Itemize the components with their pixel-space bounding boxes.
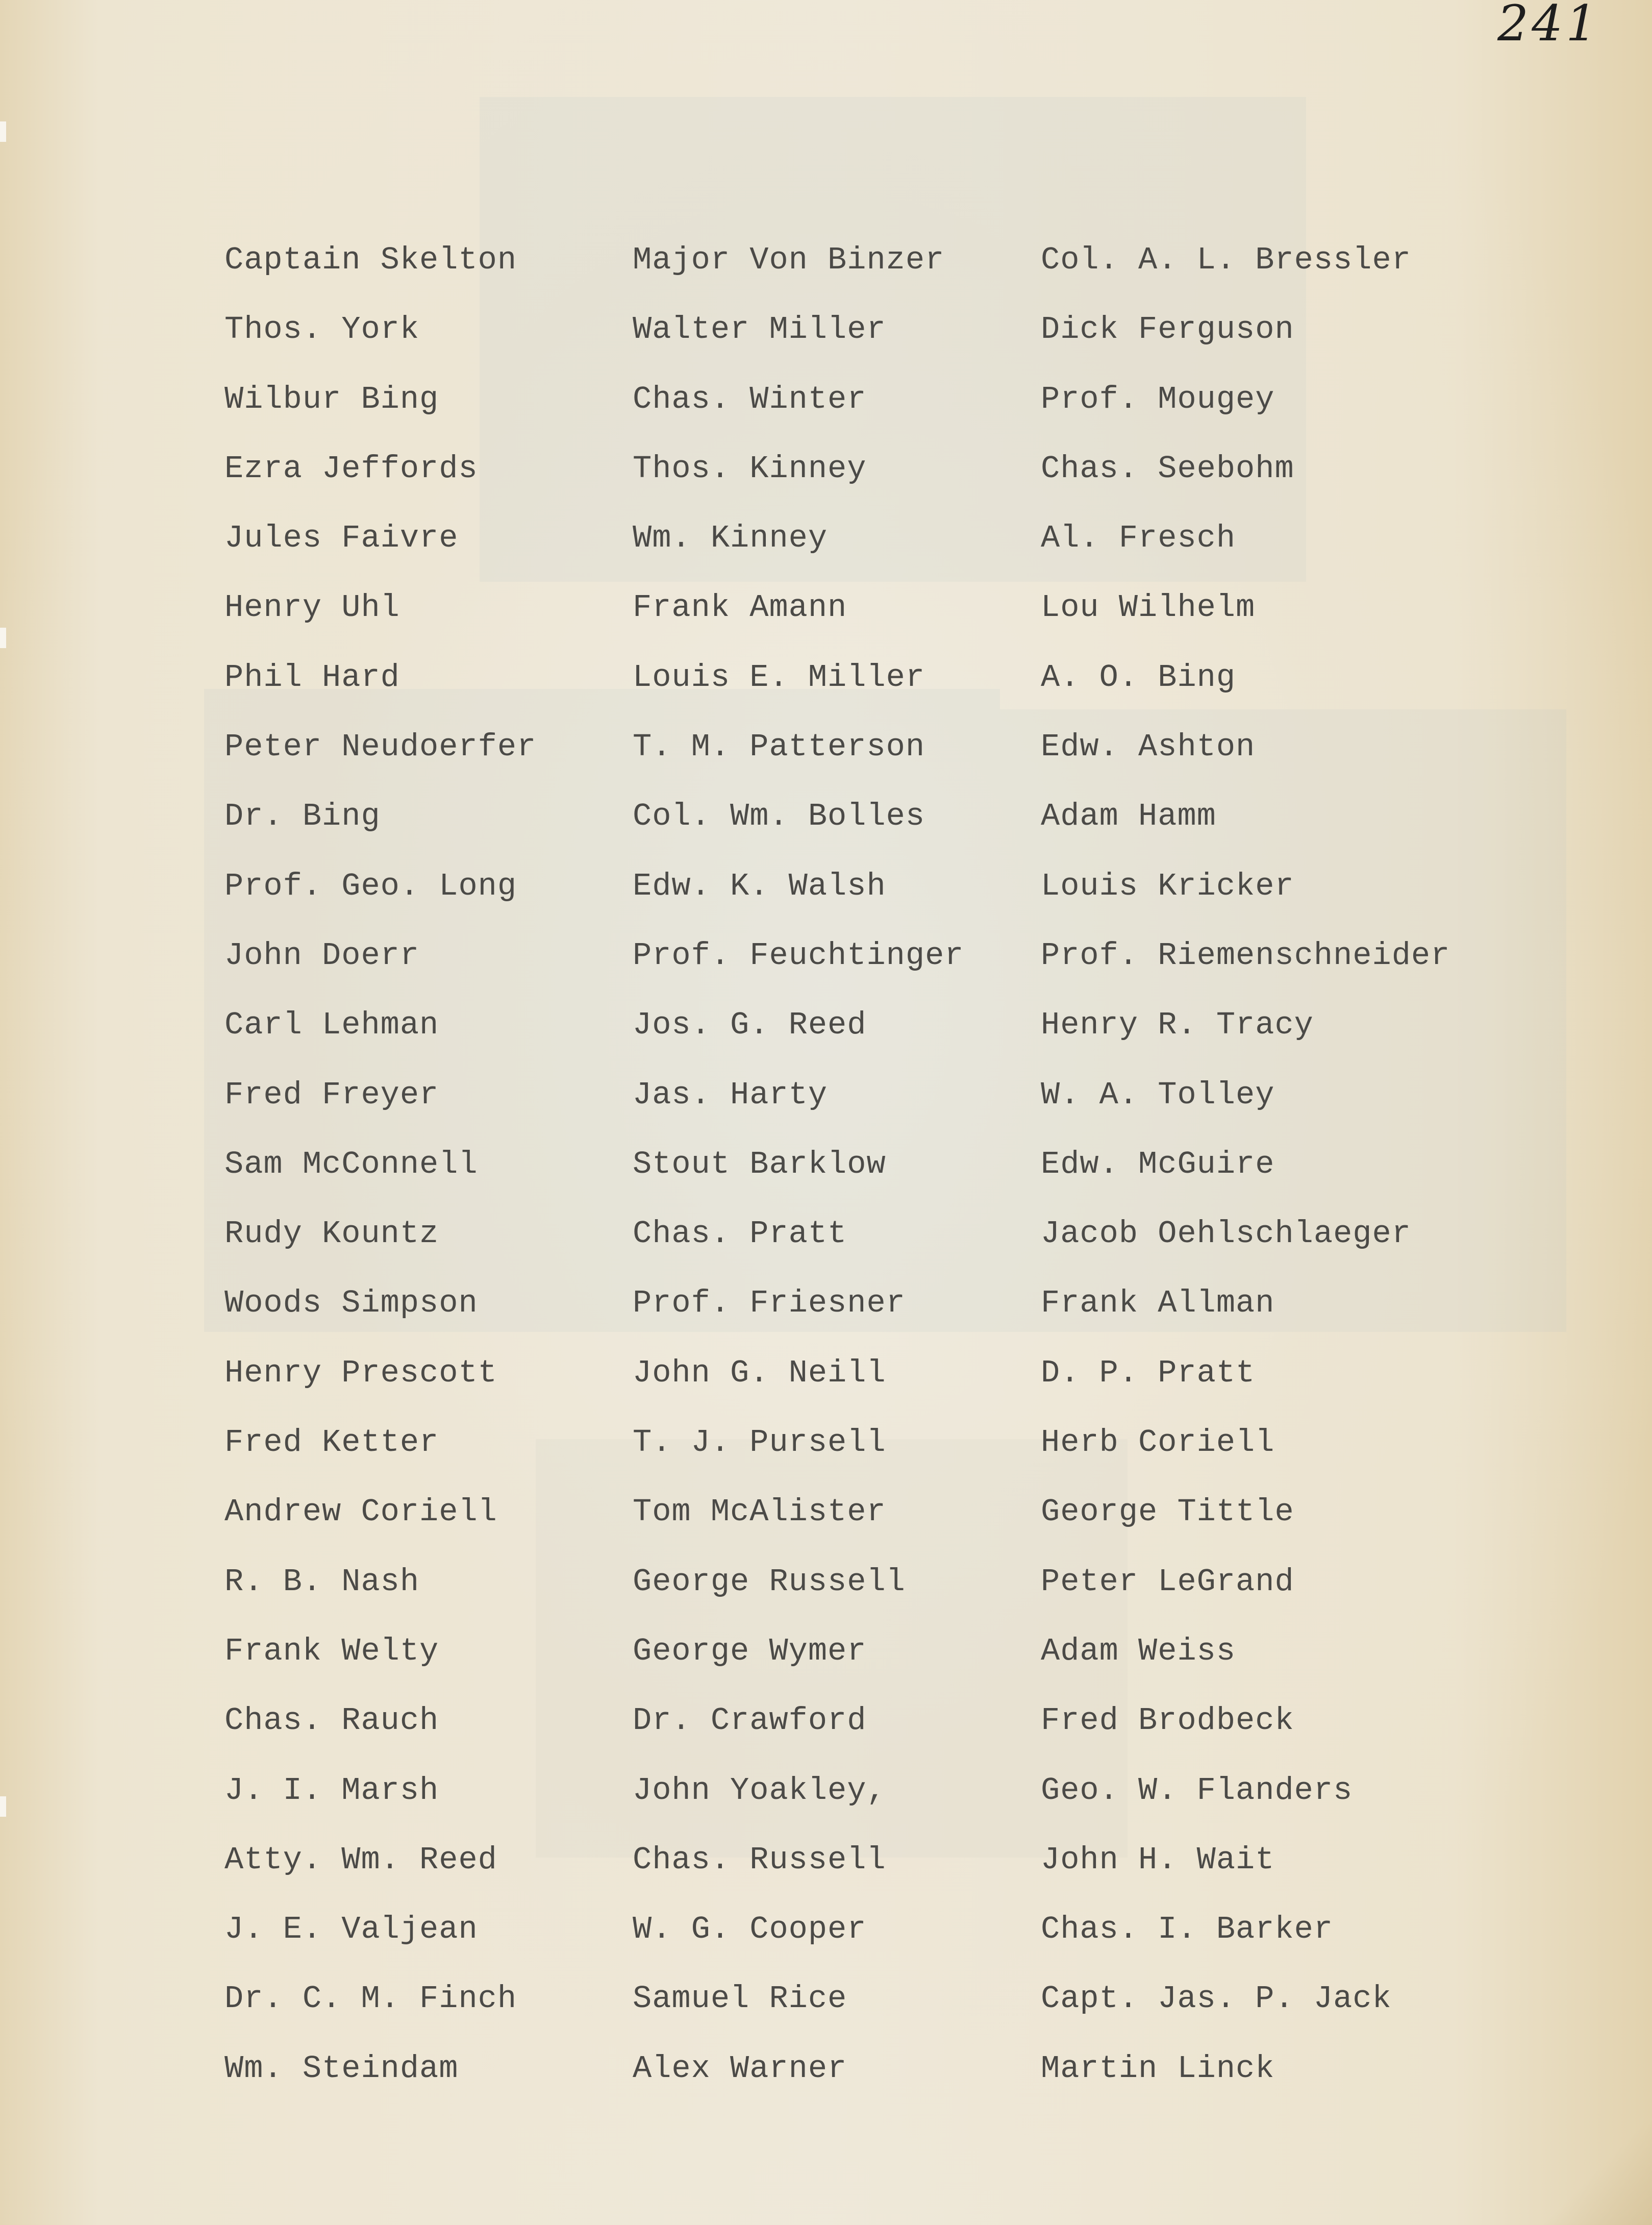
- name-entry: Fred Freyer: [224, 1076, 439, 1113]
- name-entry: John G. Neill: [633, 1354, 886, 1391]
- paper-edge-nick: [0, 1796, 6, 1817]
- name-entry: Martin Linck: [1041, 2050, 1275, 2087]
- name-entry: Adam Hamm: [1041, 798, 1216, 835]
- name-entry: Adam Weiss: [1041, 1633, 1236, 1669]
- name-entry: Walter Miller: [633, 311, 886, 348]
- name-entry: Fred Brodbeck: [1041, 1702, 1294, 1739]
- name-entry: Phil Hard: [224, 659, 400, 696]
- name-entry: Dr. Bing: [224, 798, 381, 835]
- name-entry: John H. Wait: [1041, 1841, 1275, 1878]
- name-entry: Thos. York: [224, 311, 420, 348]
- name-entry: John Doerr: [224, 937, 420, 974]
- name-entry: Stout Barklow: [633, 1146, 886, 1182]
- name-entry: George Tittle: [1041, 1494, 1294, 1530]
- name-entry: W. A. Tolley: [1041, 1076, 1275, 1113]
- handwritten-page-number: 241: [1497, 0, 1600, 52]
- name-entry: Henry Prescott: [224, 1354, 497, 1391]
- name-entry: George Russell: [633, 1563, 906, 1600]
- name-entry: J. E. Valjean: [224, 1911, 478, 1948]
- name-entry: Captain Skelton: [224, 242, 517, 278]
- name-entry: Rudy Kountz: [224, 1216, 439, 1252]
- name-entry: Wilbur Bing: [224, 381, 439, 417]
- name-entry: Louis Kricker: [1041, 868, 1294, 904]
- paper-edge-nick: [0, 121, 6, 142]
- name-entry: Dick Ferguson: [1041, 311, 1294, 348]
- name-entry: Jas. Harty: [633, 1076, 828, 1113]
- name-entry: Edw. McGuire: [1041, 1146, 1275, 1182]
- name-entry: Prof. Feuchtinger: [633, 937, 964, 974]
- name-entry: Dr. Crawford: [633, 1702, 867, 1739]
- name-entry: Prof. Mougey: [1041, 381, 1275, 417]
- name-entry: Prof. Geo. Long: [224, 868, 517, 904]
- name-entry: Louis E. Miller: [633, 659, 925, 696]
- name-entry: Frank Welty: [224, 1633, 439, 1669]
- name-entry: Edw. Ashton: [1041, 729, 1256, 765]
- name-entry: Alex Warner: [633, 2050, 847, 2087]
- paper-edge-nick: [0, 628, 6, 648]
- name-entry: Sam McConnell: [224, 1146, 478, 1182]
- name-entry: Andrew Coriell: [224, 1494, 497, 1530]
- name-entry: Ezra Jeffords: [224, 450, 478, 487]
- name-entry: Chas. Seebohm: [1041, 450, 1294, 487]
- name-entry: Prof. Friesner: [633, 1285, 906, 1322]
- name-entry: Lou Wilhelm: [1041, 589, 1256, 626]
- name-entry: Henry R. Tracy: [1041, 1007, 1314, 1044]
- name-entry: Chas. Rauch: [224, 1702, 439, 1739]
- name-entry: W. G. Cooper: [633, 1911, 867, 1948]
- name-entry: Peter Neudoerfer: [224, 729, 537, 765]
- name-entry: Wm. Kinney: [633, 520, 828, 557]
- name-entry: Frank Amann: [633, 589, 847, 626]
- name-entry: Chas. Russell: [633, 1841, 886, 1878]
- name-entry: Prof. Riemenschneider: [1041, 937, 1450, 974]
- name-entry: Carl Lehman: [224, 1007, 439, 1044]
- name-entry: Chas. Pratt: [633, 1216, 847, 1252]
- name-entry: Atty. Wm. Reed: [224, 1841, 497, 1878]
- name-entry: Samuel Rice: [633, 1981, 847, 2017]
- name-entry: Woods Simpson: [224, 1285, 478, 1322]
- name-entry: Capt. Jas. P. Jack: [1041, 1981, 1392, 2017]
- name-entry: Jacob Oehlschlaeger: [1041, 1216, 1411, 1252]
- name-entry: Edw. K. Walsh: [633, 868, 886, 904]
- name-entry: Peter LeGrand: [1041, 1563, 1294, 1600]
- name-entry: John Yoakley,: [633, 1772, 886, 1809]
- name-entry: Tom McAlister: [633, 1494, 886, 1530]
- name-entry: Frank Allman: [1041, 1285, 1275, 1322]
- paper-corner-curl: [1540, 2092, 1652, 2225]
- name-entry: Dr. C. M. Finch: [224, 1981, 517, 2017]
- name-entry: D. P. Pratt: [1041, 1354, 1256, 1391]
- name-entry: R. B. Nash: [224, 1563, 420, 1600]
- name-list: [224, 240, 1531, 2118]
- name-entry: A. O. Bing: [1041, 659, 1236, 696]
- name-entry: Al. Fresch: [1041, 520, 1236, 557]
- name-entry: T. M. Patterson: [633, 729, 925, 765]
- name-entry: J. I. Marsh: [224, 1772, 439, 1809]
- name-entry: Wm. Steindam: [224, 2050, 459, 2087]
- name-entry: Fred Ketter: [224, 1424, 439, 1461]
- name-entry: Geo. W. Flanders: [1041, 1772, 1353, 1809]
- name-entry: Col. A. L. Bressler: [1041, 242, 1411, 278]
- name-entry: Thos. Kinney: [633, 450, 867, 487]
- name-entry: Jules Faivre: [224, 520, 459, 557]
- name-entry: Major Von Binzer: [633, 242, 945, 278]
- name-entry: Herb Coriell: [1041, 1424, 1275, 1461]
- name-entry: Henry Uhl: [224, 589, 400, 626]
- name-entry: Chas. I. Barker: [1041, 1911, 1334, 1948]
- name-entry: Col. Wm. Bolles: [633, 798, 925, 835]
- name-entry: George Wymer: [633, 1633, 867, 1669]
- name-entry: Jos. G. Reed: [633, 1007, 867, 1044]
- name-entry: Chas. Winter: [633, 381, 867, 417]
- name-entry: T. J. Pursell: [633, 1424, 886, 1461]
